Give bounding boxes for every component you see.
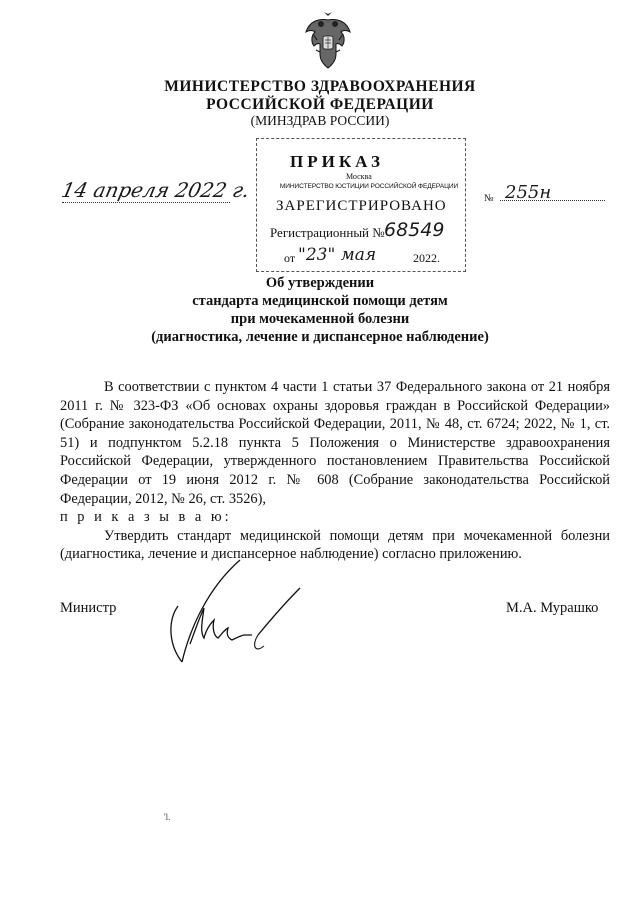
title-line-1: Об утверждении: [265, 275, 375, 291]
preamble-text: В соответствии с пунктом 4 части 1 статьи 37 Федерального закона от 21 ноября 2011 г. № 323-ФЗ «Об основах охраны здоровья граждан в Российской Федерации» (Собрание законодательства Российской Федерации, 2011, № 48, ст. 6724; 2022, № 1, ст. 51) и подпунктом 5.2.18 пункта 5 Положения о Министерстве здравоохранения Российской Федерации, утвержденного постановлением Правительства Российской Федерации от 19 июня 2012 г. № 608 (Собрание законодательства Российской Федерации, 2012, № 26, ст. 3526),: [60, 379, 610, 507]
order-body: [60, 378, 610, 564]
signer-position: Министр: [60, 600, 117, 616]
stamp-ministry: МИНИСТЕРСТВО ЮСТИЦИИ РОССИЙСКОЙ ФЕДЕРАЦИИ: [279, 183, 459, 190]
order-number-label: №: [484, 193, 494, 204]
handwritten-signature-icon: [160, 558, 305, 668]
date-underline: [62, 202, 230, 203]
ministry-name: [0, 78, 640, 114]
order-clause: Утвердить стандарт медицинской помощи детям при мочекаменной болезни (диагностика, лечение и диспансерное наблюдение) согласно приложению.: [60, 527, 610, 563]
stamp-registered: ЗАРЕГИСТРИРОВАНО: [276, 198, 447, 214]
title-line-2: стандарта медицинской помощи детям: [192, 293, 448, 309]
city: Москва: [346, 172, 372, 181]
page-mark: 'l.: [164, 812, 171, 822]
order-word: п р и к а з ы в а ю:: [60, 509, 232, 526]
stamp-date-prefix: от: [284, 251, 296, 265]
russian-coat-of-arms-icon: [303, 10, 353, 70]
stamp-reg-number-label: Регистрационный №: [270, 225, 385, 240]
preamble: [60, 378, 610, 527]
document-type: ПРИКАЗ: [290, 152, 384, 171]
stamp-reg-number: 68549: [384, 219, 445, 241]
stamp-year: 2022.: [413, 251, 440, 265]
signer-name: М.А. Мурашко: [506, 600, 599, 616]
order-date: 14 апреля 2022 г.: [59, 178, 252, 202]
order-title: [0, 274, 640, 346]
ministry-short-name: (МИНЗДРАВ РОССИИ): [250, 113, 390, 128]
ministry-line-1: МИНИСТЕРСТВО ЗДРАВООХРАНЕНИЯ: [164, 78, 476, 95]
title-line-3: при мочекаменной болезни: [230, 311, 410, 327]
order-number: 255н: [505, 182, 552, 203]
title-line-4: (диагностика, лечение и диспансерное наблюдение): [151, 329, 489, 345]
ministry-line-2: РОССИЙСКОЙ ФЕДЕРАЦИИ: [206, 96, 434, 113]
number-underline: [500, 200, 605, 201]
stamp-date: "23" мая: [298, 245, 377, 265]
